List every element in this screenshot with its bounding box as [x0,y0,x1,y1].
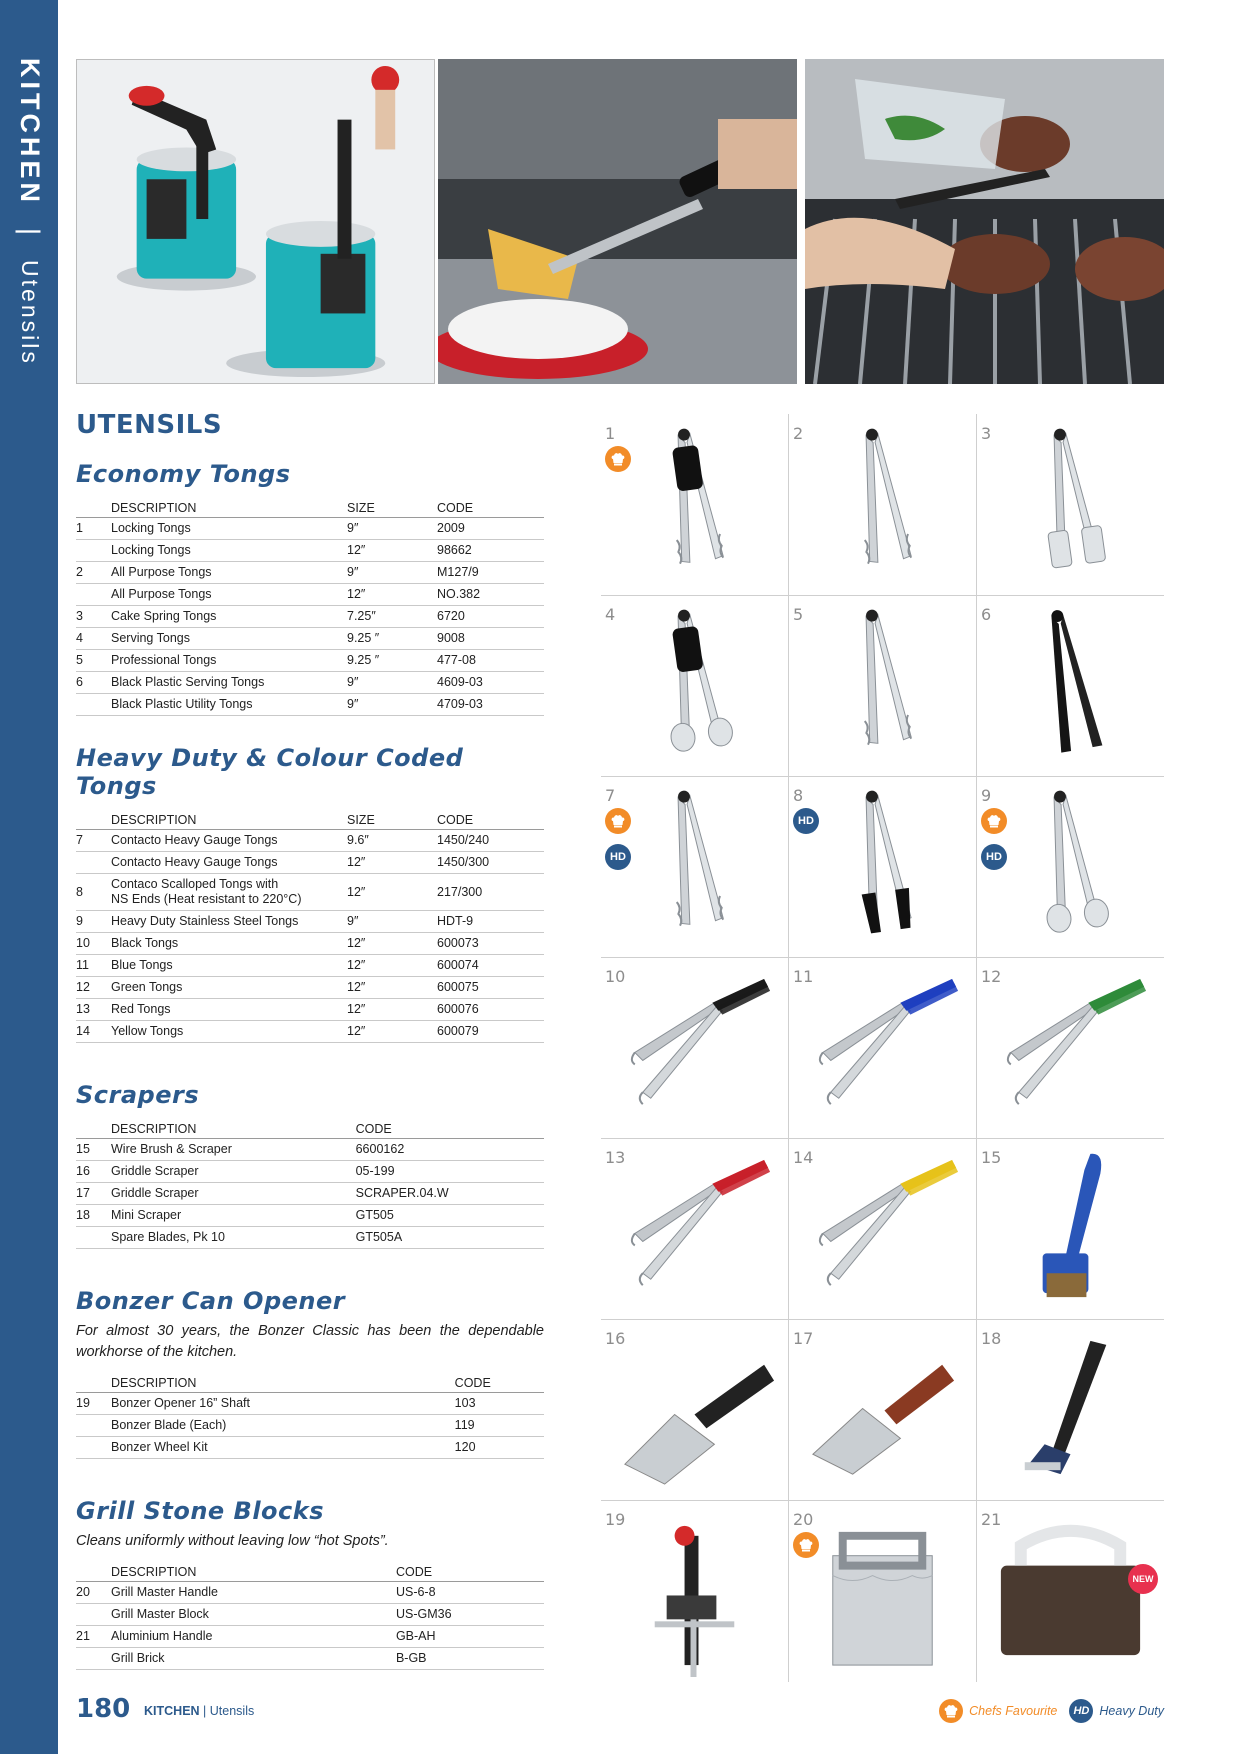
product-cell-1 [601,414,788,595]
item-description: Wire Brush & Scraper [111,1139,356,1161]
griddle-scraper-icon [605,1323,784,1496]
item-code: 6600162 [356,1139,544,1161]
item-description: Griddle Scraper [111,1161,356,1183]
item-size: 12″ [347,999,437,1021]
item-size: 7.25″ [347,606,437,628]
black-plastic-tongs-icon [981,599,1160,772]
item-num: 18 [76,1205,111,1227]
footer-section [144,1704,254,1718]
heavy-gauge-tongs-icon [605,780,784,953]
product-number: 1 [605,424,616,443]
item-num: 7 [76,830,111,852]
header-num [76,498,111,518]
item-description: Contacto Heavy Gauge Tongs [111,830,347,852]
table-row [76,999,544,1021]
bonzer-can-opener-icon [605,1504,784,1677]
bonzer-description: For almost 30 years, the Bonzer Classic has been the dependable workhorse of the kitchen. [76,1323,544,1360]
header-size: SIZE [347,810,437,830]
item-code: 217/300 [437,874,544,911]
table-row [76,606,544,628]
serving-tongs-icon [605,599,784,772]
product-cell-16 [601,1319,788,1500]
table-row [76,1582,544,1604]
table-row [76,628,544,650]
legend-hd-label: Heavy Duty [1099,1704,1164,1718]
product-number: 11 [793,967,814,986]
product-cell-13 [601,1138,788,1319]
item-description: All Purpose Tongs [111,562,347,584]
item-size: 9″ [347,518,437,540]
product-number: 10 [605,967,626,986]
item-description: Mini Scraper [111,1205,356,1227]
item-size: 9″ [347,911,437,933]
item-code: 103 [455,1393,544,1415]
scalloped-tongs-icon [793,780,972,953]
black-tongs-icon [605,961,784,1134]
item-description: Yellow Tongs [111,1021,347,1043]
blue-tongs-icon [793,961,972,1134]
product-cell-2 [789,414,976,595]
item-num: 13 [76,999,111,1021]
product-number: 18 [981,1329,1002,1348]
product-number: 8 [793,786,804,805]
item-num: 16 [76,1161,111,1183]
item-num: 6 [76,672,111,694]
product-image-grid [601,414,1164,1682]
item-num: 5 [76,650,111,672]
header-code: CODE [356,1119,544,1139]
item-description: Aluminium Handle [111,1626,396,1648]
item-code: SCRAPER.04.W [356,1183,544,1205]
item-num [76,1604,111,1626]
grill-steak-photo [805,59,1164,384]
sidebar-category: KITCHEN [15,58,45,206]
green-tongs-icon [981,961,1160,1134]
sidebar-label [14,58,45,366]
item-description: Black Tongs [111,933,347,955]
product-number: 21 [981,1510,1002,1529]
header-code: CODE [396,1562,544,1582]
item-num [76,1415,111,1437]
badge-legend [939,1699,1164,1723]
economy-tongs-table [76,498,544,716]
scrapers-table [76,1119,544,1249]
table-row [76,672,544,694]
chef-hat-icon [605,808,631,834]
item-size: 9″ [347,562,437,584]
item-num [76,1437,111,1459]
item-description: Griddle Scraper [111,1183,356,1205]
header-description: DESCRIPTION [111,1373,455,1393]
header-num [76,1373,111,1393]
item-num [76,1227,111,1249]
item-num [76,540,111,562]
product-number: 5 [793,605,804,624]
product-cell-17 [789,1319,976,1500]
item-description: Heavy Duty Stainless Steel Tongs [111,911,347,933]
item-num: 12 [76,977,111,999]
sidebar-separator: | [15,227,45,239]
item-num: 2 [76,562,111,584]
product-cell-21 [977,1500,1164,1681]
item-size: 12″ [347,852,437,874]
hero-photos [76,59,1164,384]
header-num [76,1119,111,1139]
product-tables [76,410,544,1670]
item-num [76,694,111,716]
table-row [76,650,544,672]
header-code: CODE [437,498,544,518]
table-row [76,911,544,933]
item-code: 600073 [437,933,544,955]
heavy-duty-tongs-title: Heavy Duty & Colour Coded Tongs [76,744,464,800]
chef-hat-icon [793,1532,819,1558]
chef-hat-icon [605,446,631,472]
table-row [76,1437,544,1459]
tongs-fries-photo [438,59,797,384]
product-cell-8 [789,776,976,957]
table-row [76,562,544,584]
header-description: DESCRIPTION [111,498,347,518]
item-code: B-GB [396,1648,544,1670]
item-description-line2: NS Ends (Heat resistant to 220°C) [111,892,302,906]
mini-scraper-icon [981,1323,1160,1496]
legend-chef-label: Chefs Favourite [969,1704,1058,1718]
item-num: 1 [76,518,111,540]
item-size: 9.25 ″ [347,650,437,672]
product-number: 4 [605,605,616,624]
item-description: Red Tongs [111,999,347,1021]
item-description: Grill Brick [111,1648,396,1670]
item-description: Green Tongs [111,977,347,999]
item-size: 12″ [347,933,437,955]
item-num: 14 [76,1021,111,1043]
header-code: CODE [455,1373,544,1393]
product-cell-10 [601,957,788,1138]
item-description: Serving Tongs [111,628,347,650]
header-size: SIZE [347,498,437,518]
item-size: 12″ [347,584,437,606]
sidebar-subcategory: Utensils [17,260,43,366]
item-code: US-GM36 [396,1604,544,1626]
item-code: 9008 [437,628,544,650]
header-description: DESCRIPTION [111,810,347,830]
table-row [76,1626,544,1648]
product-cell-9 [977,776,1164,957]
item-description: Bonzer Blade (Each) [111,1415,455,1437]
product-cell-14 [789,1138,976,1319]
table-row [76,1205,544,1227]
item-code: 1450/300 [437,852,544,874]
table-row [76,977,544,999]
item-description: Bonzer Wheel Kit [111,1437,455,1459]
table-row [76,955,544,977]
product-cell-11 [789,957,976,1138]
wire-brush-scraper-icon [981,1142,1160,1315]
page-number: 180 [76,1694,131,1724]
product-number: 6 [981,605,992,624]
product-cell-4 [601,595,788,776]
product-number: 14 [793,1148,814,1167]
product-cell-12 [977,957,1164,1138]
locking-tongs-icon [605,418,784,591]
yellow-tongs-icon [793,1142,972,1315]
product-number: 3 [981,424,992,443]
item-num: 9 [76,911,111,933]
product-number: 15 [981,1148,1002,1167]
item-num: 20 [76,1582,111,1604]
table-row [76,1183,544,1205]
item-size: 9.25 ″ [347,628,437,650]
item-code: US-6-8 [396,1582,544,1604]
product-number: 12 [981,967,1002,986]
header-num [76,810,111,830]
item-size: 9″ [347,694,437,716]
chef-hat-icon [939,1699,963,1723]
grill-stone-description: Cleans uniformly without leaving low “hot Spots”. [76,1533,389,1549]
sidebar [0,0,58,1754]
table-row [76,874,544,911]
hd-badge: HD [1069,1699,1093,1723]
table-row [76,933,544,955]
table-row [76,1227,544,1249]
red-tongs-icon [605,1142,784,1315]
item-description: Contacto Heavy Gauge Tongs [111,852,347,874]
product-cell-7 [601,776,788,957]
product-cell-3 [977,414,1164,595]
item-code: 1450/240 [437,830,544,852]
item-description: Grill Master Handle [111,1582,396,1604]
footer-separator: | [203,1704,207,1718]
grill-stone-title: Grill Stone Blocks [76,1497,325,1525]
table-row [76,518,544,540]
item-code: HDT-9 [437,911,544,933]
item-description: Bonzer Opener 16” Shaft [111,1393,455,1415]
item-description [111,874,347,911]
item-code: 600074 [437,955,544,977]
item-size: 12″ [347,1021,437,1043]
item-code: M127/9 [437,562,544,584]
hd-badge: HD [605,844,631,870]
header-description: DESCRIPTION [111,1562,396,1582]
product-number: 13 [605,1148,626,1167]
item-num: 3 [76,606,111,628]
item-num: 8 [76,874,111,911]
item-code: 2009 [437,518,544,540]
page-title: UTENSILS [76,410,223,440]
item-num: 19 [76,1393,111,1415]
item-num: 10 [76,933,111,955]
item-num [76,584,111,606]
hd-badge: HD [793,808,819,834]
item-code: GB-AH [396,1626,544,1648]
item-description: Professional Tongs [111,650,347,672]
product-cell-19 [601,1500,788,1681]
item-code: 477-08 [437,650,544,672]
product-number: 2 [793,424,804,443]
footer-subcategory: Utensils [209,1704,255,1718]
table-row [76,1161,544,1183]
table-row [76,830,544,852]
product-cell-15 [977,1138,1164,1319]
item-description-line1: Contaco Scalloped Tongs with [111,877,279,891]
wood-handle-scraper-icon [793,1323,972,1496]
product-number: 20 [793,1510,814,1529]
item-code: 98662 [437,540,544,562]
item-num: 11 [76,955,111,977]
all-purpose-tongs-icon [793,418,972,591]
scrapers-title: Scrapers [76,1081,200,1109]
item-description: Blue Tongs [111,955,347,977]
item-num: 15 [76,1139,111,1161]
item-num: 21 [76,1626,111,1648]
table-row [76,540,544,562]
item-description: Black Plastic Utility Tongs [111,694,347,716]
table-row [76,1393,544,1415]
item-code: 600075 [437,977,544,999]
item-code: 05-199 [356,1161,544,1183]
header-description: DESCRIPTION [111,1119,356,1139]
table-row [76,1139,544,1161]
item-code: 600076 [437,999,544,1021]
item-size: 9″ [347,672,437,694]
item-code: 4709-03 [437,694,544,716]
item-code: NO.382 [437,584,544,606]
table-row [76,852,544,874]
table-row [76,1021,544,1043]
item-description: Grill Master Block [111,1604,396,1626]
item-size: 12″ [347,874,437,911]
economy-tongs-title: Economy Tongs [76,460,291,488]
table-row [76,1648,544,1670]
item-code: 600079 [437,1021,544,1043]
item-description: Cake Spring Tongs [111,606,347,628]
cake-spring-tongs-icon [981,418,1160,591]
professional-tongs-icon [793,599,972,772]
product-number: 9 [981,786,992,805]
header-code: CODE [437,810,544,830]
product-cell-20 [789,1500,976,1681]
hd-badge: HD [981,844,1007,870]
item-code: 120 [455,1437,544,1459]
bonzer-table [76,1373,544,1459]
grill-master-block-icon [793,1504,972,1677]
item-code: 6720 [437,606,544,628]
chef-hat-icon [981,808,1007,834]
product-number: 7 [605,786,616,805]
table-row [76,1604,544,1626]
item-description: Spare Blades, Pk 10 [111,1227,356,1249]
grill-stone-table [76,1562,544,1670]
item-size: 12″ [347,955,437,977]
item-code: 119 [455,1415,544,1437]
item-size: 12″ [347,977,437,999]
header-num [76,1562,111,1582]
item-description: All Purpose Tongs [111,584,347,606]
new-badge: NEW [1128,1564,1158,1594]
item-num: 17 [76,1183,111,1205]
bonzer-title: Bonzer Can Opener [76,1287,346,1315]
product-number: 16 [605,1329,626,1348]
heavy-duty-tongs-icon [981,780,1160,953]
product-cell-5 [789,595,976,776]
product-number: 17 [793,1329,814,1348]
item-code: GT505A [356,1227,544,1249]
item-code: 4609-03 [437,672,544,694]
table-row [76,1415,544,1437]
item-num: 4 [76,628,111,650]
item-size: 12″ [347,540,437,562]
item-num [76,1648,111,1670]
product-cell-6 [977,595,1164,776]
table-row [76,584,544,606]
heavy-duty-tongs-table [76,810,544,1043]
item-size: 9.6″ [347,830,437,852]
footer-category: KITCHEN [144,1704,200,1718]
can-opener-photo [76,59,435,384]
item-description: Locking Tongs [111,518,347,540]
item-description: Black Plastic Serving Tongs [111,672,347,694]
table-row [76,694,544,716]
item-num [76,852,111,874]
product-cell-18 [977,1319,1164,1500]
item-code: GT505 [356,1205,544,1227]
item-description: Locking Tongs [111,540,347,562]
product-number: 19 [605,1510,626,1529]
